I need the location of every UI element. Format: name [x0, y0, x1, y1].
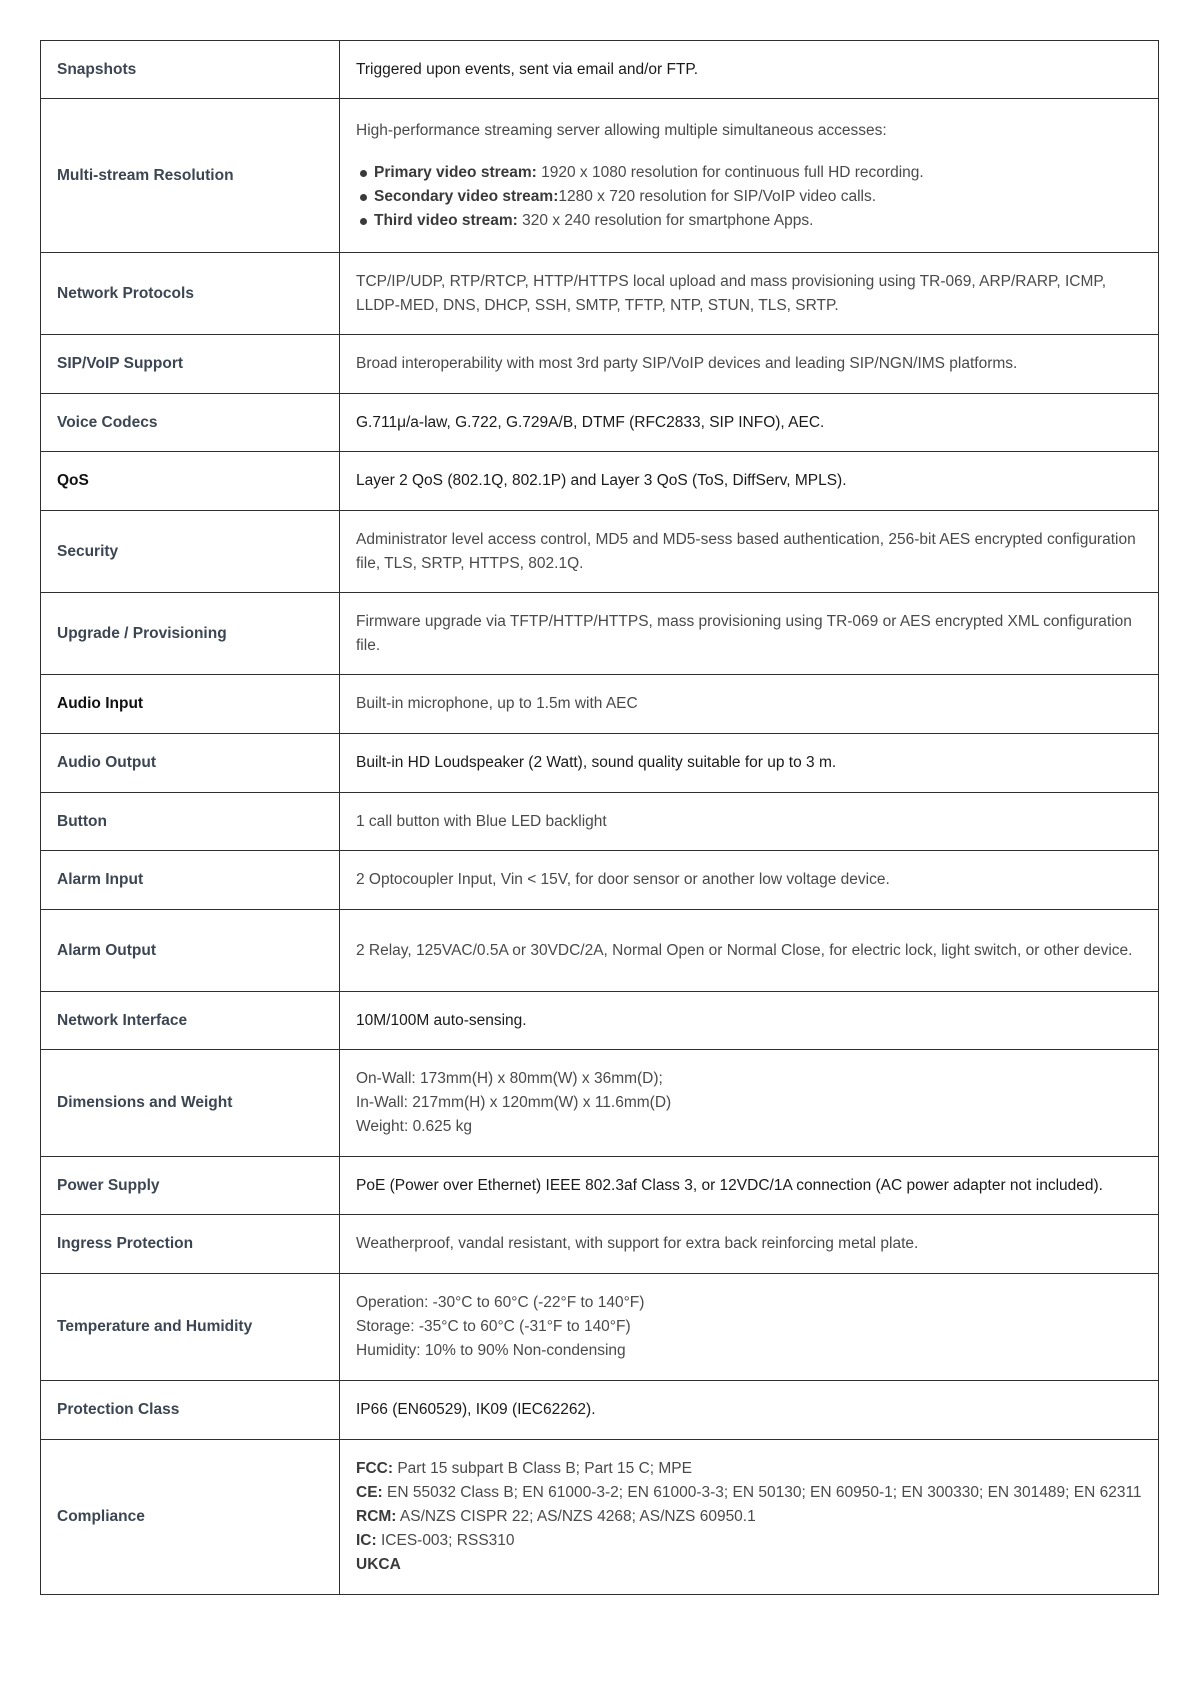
table-row [41, 1274, 1159, 1381]
row-label: Power Supply [41, 1157, 340, 1215]
row-value: 2 Optocoupler Input, Vin < 15V, for door sensor or another low voltage device. [340, 851, 1159, 910]
row-label: Audio Input [41, 675, 340, 734]
row-label: Upgrade / Provisioning [41, 593, 340, 675]
row-label: Alarm Input [41, 851, 340, 910]
row-value: Weatherproof, vandal resistant, with support for extra back reinforcing metal plate. [340, 1215, 1159, 1274]
row-value: 10M/100M auto-sensing. [340, 992, 1159, 1050]
row-value: 1 call button with Blue LED backlight [340, 793, 1159, 851]
row-label: Snapshots [41, 41, 340, 99]
row-label: Button [41, 793, 340, 851]
table-row [41, 511, 1159, 593]
row-value: Triggered upon events, sent via email and/or FTP. [340, 41, 1159, 99]
table-row [41, 1050, 1159, 1157]
table-row [41, 992, 1159, 1050]
table-row [41, 1440, 1159, 1595]
row-value: Built-in microphone, up to 1.5m with AEC [340, 675, 1159, 734]
compliance-line: CE: EN 55032 Class B; EN 61000-3-2; EN 61000-3-3; EN 50130; EN 60950-1; EN 300330; EN 301489; EN 62311 [356, 1484, 1142, 1501]
table-row [41, 910, 1159, 992]
row-label: Voice Codecs [41, 394, 340, 452]
row-label: Multi-stream Resolution [41, 99, 340, 253]
row-value: Layer 2 QoS (802.1Q, 802.1P) and Layer 3 QoS (ToS, DiffServ, MPLS). [340, 452, 1159, 511]
row-label: Dimensions and Weight [41, 1050, 340, 1157]
table-row [41, 793, 1159, 851]
row-value [340, 1440, 1159, 1595]
row-value: PoE (Power over Ethernet) IEEE 802.3af Class 3, or 12VDC/1A connection (AC power adapter not included). [340, 1157, 1159, 1215]
list-item: Third video stream: 320 x 240 resolution for smartphone Apps. [356, 209, 1142, 233]
row-label: Temperature and Humidity [41, 1274, 340, 1381]
compliance-line: IC: ICES-003; RSS310 [356, 1532, 515, 1549]
table-row [41, 851, 1159, 910]
dimension-line: Weight: 0.625 kg [356, 1118, 473, 1135]
row-label: Protection Class [41, 1381, 340, 1440]
table-row [41, 41, 1159, 99]
row-value: TCP/IP/UDP, RTP/RTCP, HTTP/HTTPS local upload and mass provisioning using TR-069, ARP/RARP, ICMP, LLDP-MED, DNS, DHCP, SSH, SMTP, TFTP, NTP, STUN, TLS, SRTP. [340, 253, 1159, 335]
row-value: Built-in HD Loudspeaker (2 Watt), sound quality suitable for up to 3 m. [340, 734, 1159, 793]
table-row [41, 1157, 1159, 1215]
row-label: QoS [41, 452, 340, 511]
row-value: Administrator level access control, MD5 and MD5-sess based authentication, 256-bit AES encrypted configuration file, TLS, SRTP, HTTPS, 802.1Q. [340, 511, 1159, 593]
table-row [41, 394, 1159, 452]
row-value: 2 Relay, 125VAC/0.5A or 30VDC/2A, Normal Open or Normal Close, for electric lock, light switch, or other device. [340, 910, 1159, 992]
row-value [340, 1050, 1159, 1157]
row-label: SIP/VoIP Support [41, 335, 340, 394]
dimension-line: In-Wall: 217mm(H) x 120mm(W) x 11.6mm(D) [356, 1094, 672, 1111]
row-label: Compliance [41, 1440, 340, 1595]
table-row [41, 675, 1159, 734]
table-row [41, 452, 1159, 511]
row-value: Broad interoperability with most 3rd party SIP/VoIP devices and leading SIP/NGN/IMS platforms. [340, 335, 1159, 394]
row-value: G.711μ/a-law, G.722, G.729A/B, DTMF (RFC2833, SIP INFO), AEC. [340, 394, 1159, 452]
row-label: Network Protocols [41, 253, 340, 335]
row-value: IP66 (EN60529), IK09 (IEC62262). [340, 1381, 1159, 1440]
table-row [41, 593, 1159, 675]
dimension-line: On-Wall: 173mm(H) x 80mm(W) x 36mm(D); [356, 1070, 663, 1087]
table-row [41, 335, 1159, 394]
spec-table [40, 40, 1159, 1595]
temperature-line: Operation: -30°C to 60°C (-22°F to 140°F) [356, 1294, 645, 1311]
row-value [340, 99, 1159, 253]
table-row [41, 734, 1159, 793]
table-row [41, 1381, 1159, 1440]
compliance-line: FCC: Part 15 subpart B Class B; Part 15 C; MPE [356, 1460, 692, 1477]
stream-intro: High-performance streaming server allowing multiple simultaneous accesses: [356, 121, 887, 139]
row-value [340, 1274, 1159, 1381]
row-label: Ingress Protection [41, 1215, 340, 1274]
temperature-line: Humidity: 10% to 90% Non-condensing [356, 1342, 626, 1359]
table-row [41, 253, 1159, 335]
list-item: Secondary video stream:1280 x 720 resolution for SIP/VoIP video calls. [356, 185, 1142, 209]
compliance-line: RCM: AS/NZS CISPR 22; AS/NZS 4268; AS/NZS 60950.1 [356, 1508, 756, 1525]
table-row [41, 99, 1159, 253]
row-label: Audio Output [41, 734, 340, 793]
stream-list [356, 161, 1142, 233]
compliance-line: UKCA [356, 1556, 401, 1573]
temperature-line: Storage: -35°C to 60°C (-31°F to 140°F) [356, 1318, 631, 1335]
row-label: Network Interface [41, 992, 340, 1050]
table-row [41, 1215, 1159, 1274]
row-label: Alarm Output [41, 910, 340, 992]
list-item: Primary video stream: 1920 x 1080 resolution for continuous full HD recording. [356, 161, 1142, 185]
row-label: Security [41, 511, 340, 593]
row-value: Firmware upgrade via TFTP/HTTP/HTTPS, mass provisioning using TR-069 or AES encrypted XML configuration file. [340, 593, 1159, 675]
